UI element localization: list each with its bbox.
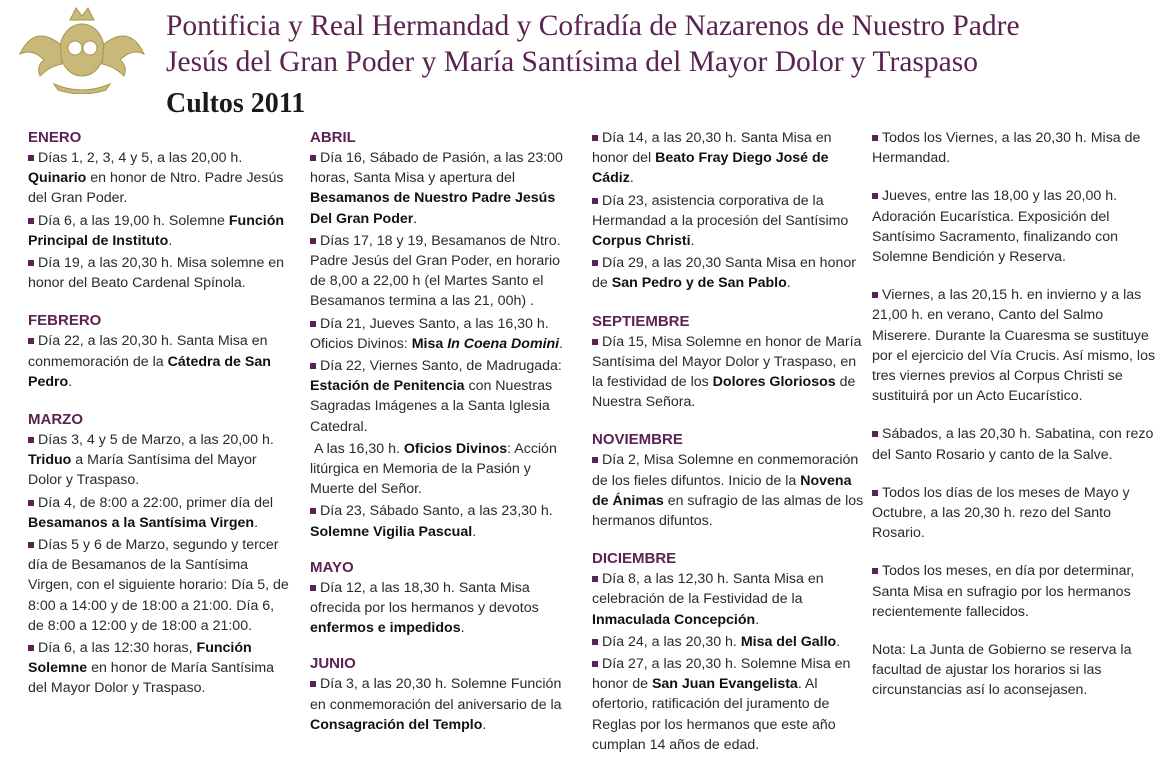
bullet-icon: [872, 292, 878, 298]
bullet-icon: [872, 490, 878, 496]
list-item: Día 15, Misa Solemne en honor de María Santísima del Mayor Dolor y Traspaso, en la festividad de los Dolores Gloriosos de Nuestra Señora.: [592, 333, 862, 411]
month-heading-noviembre: NOVIEMBRE: [592, 431, 683, 449]
month-heading-marzo: MARZO: [28, 411, 83, 429]
list-item: Día 2, Misa Solemne en conmemoración de los fieles difuntos. Inicio de la Novena de Ánimas en sufragio de las almas de los hermanos difuntos.: [592, 452, 864, 530]
list-item: Día 27, a las 20,30 h. Solemne Misa en honor de San Juan Evangelista. Al ofertorio, ratificación del juramento de Reglas por los hermanos que este año cumplan 14 años de edad.: [592, 656, 851, 753]
bullet-icon: [28, 542, 34, 548]
page-title: [166, 8, 1156, 80]
page-subtitle: Cultos 2011: [166, 88, 306, 119]
bullet-icon: [592, 661, 598, 667]
bullet-icon: [872, 568, 878, 574]
bullet-icon: [310, 508, 316, 514]
column-2: [310, 128, 578, 737]
column-3: [592, 128, 867, 757]
list-item: Día 16, Sábado de Pasión, a las 23:00 horas, Santa Misa y apertura del Besamanos de Nuestro Padre Jesús Del Gran Poder.: [310, 150, 563, 227]
bullet-icon: [310, 321, 316, 327]
list-item: Día 8, a las 12,30 h. Santa Misa en celebración de la Festividad de la Inmaculada Concepción.: [592, 571, 824, 628]
list-item: Viernes, a las 20,15 h. en invierno y a las 21,00 h. en verano, Canto del Salmo Miserere. Durante la Cuaresma se sustituye por el ejercicio del Vía Crucis. Así mismo, los tres viernes previos al Corpus Christi se sustituirá por un Acto Eucarístico.: [872, 287, 1156, 405]
bullet-icon: [310, 681, 316, 687]
list-item: Día 12, a las 18,30 h. Santa Misa ofrecida por los hermanos y devotos enfermos e impedidos.: [310, 579, 539, 637]
list-item: Días 5 y 6 de Marzo, segundo y tercer día de Besamanos de la Santísima Virgen, con el siguiente horario: Día 5, de 8:00 a 14:00 y de 18:00 a 21:00. Día 6, de 8:00 a 12:00 y de 18:00 a 21:00.: [28, 537, 289, 634]
month-heading-junio: JUNIO: [310, 655, 356, 673]
bullet-icon: [28, 500, 34, 506]
list-item: Días 1, 2, 3, 4 y 5, a las 20,00 h. Quinario en honor de Ntro. Padre Jesús del Gran Poder.: [28, 150, 284, 207]
bullet-icon: [28, 260, 34, 266]
bullet-icon: [28, 645, 34, 651]
column-1: [28, 128, 290, 701]
bullet-icon: [28, 155, 34, 161]
list-item: Sábados, a las 20,30 h. Sabatina, con rezo del Santo Rosario y canto de la Salve.: [872, 426, 1154, 463]
list-item: Día 22, a las 20,30 h. Santa Misa en conmemoración de la Cátedra de San Pedro.: [28, 333, 271, 390]
list-item: Día 21, Jueves Santo, a las 16,30 h. Oficios Divinos: Misa In Coena Domini.: [310, 315, 564, 352]
title-line-1: Pontificia y Real Hermandad y Cofradía de Nazarenos de Nuestro Padre: [166, 10, 1020, 42]
list-item: Días 3, 4 y 5 de Marzo, a las 20,00 h. Triduo a María Santísima del Mayor Dolor y Traspaso.: [28, 432, 274, 489]
list-item: Día 6, a las 19,00 h. Solemne Función Principal de Instituto.: [28, 212, 285, 249]
list-item: Todos los meses, en día por determinar, Santa Misa en sufragio por los hermanos recientemente fallecidos.: [872, 563, 1135, 620]
bullet-icon: [592, 576, 598, 582]
list-item: A las 16,30 h. Oficios Divinos: Acción litúrgica en Memoria de la Pasión y Muerte del Señor.: [310, 440, 557, 498]
list-item: Días 17, 18 y 19, Besamanos de Ntro. Padre Jesús del Gran Poder, en horario de 8,00 a 22,00 h (el Martes Santo el Besamanos termina a las 21, 00h) .: [310, 232, 561, 310]
bullet-icon: [592, 457, 598, 463]
month-heading-enero: ENERO: [28, 129, 82, 146]
bullet-icon: [310, 155, 316, 161]
list-item: Día 22, Viernes Santo, de Madrugada: Estación de Penitencia con Nuestras Sagradas Imágenes a la Santa Iglesia Catedral.: [310, 358, 562, 435]
list-item: Todos los Viernes, a las 20,30 h. Misa de Hermandad.: [872, 130, 1141, 167]
list-item: Día 29, a las 20,30 Santa Misa en honor de San Pedro y de San Pablo.: [592, 255, 856, 292]
title-line-2: Jesús del Gran Poder y María Santísima del Mayor Dolor y Traspaso: [166, 46, 978, 78]
bullet-icon: [872, 193, 878, 199]
bullet-icon: [310, 363, 316, 369]
brotherhood-crest-icon: [14, 4, 150, 94]
month-heading-abril: ABRIL: [310, 129, 356, 146]
bullet-icon: [592, 339, 598, 345]
month-heading-mayo: MAYO: [310, 558, 354, 576]
list-item: Día 23, asistencia corporativa de la Hermandad a la procesión del Santísimo Corpus Christi.: [592, 192, 849, 250]
footnote: Nota: La Junta de Gobierno se reserva la facultad de ajustar los horarios si las circunstancias así lo aconsejasen.: [872, 642, 1132, 699]
month-heading-febrero: FEBRERO: [28, 312, 102, 330]
month-heading-diciembre: DICIEMBRE: [592, 550, 677, 568]
list-item: Día 3, a las 20,30 h. Solemne Función en conmemoración del aniversario de la Consagración del Templo.: [310, 676, 562, 733]
bullet-icon: [310, 238, 316, 244]
bullet-icon: [872, 431, 878, 437]
bullet-icon: [28, 338, 34, 344]
bullet-icon: [592, 198, 598, 204]
bullet-icon: [592, 135, 598, 141]
list-item: Día 24, a las 20,30 h. Misa del Gallo.: [592, 632, 867, 652]
bullet-icon: [28, 218, 34, 224]
month-heading-septiembre: SEPTIEMBRE: [592, 312, 690, 330]
bullet-icon: [872, 135, 878, 141]
list-item: Día 6, a las 12:30 horas, Función Solemne en honor de María Santísima del Mayor Dolor y Traspaso.: [28, 640, 275, 697]
column-4: [872, 128, 1156, 703]
list-item: Día 19, a las 20,30 h. Misa solemne en honor del Beato Cardenal Spínola.: [28, 255, 285, 292]
list-item: Todos los días de los meses de Mayo y Octubre, a las 20,30 h. rezo del Santo Rosario.: [872, 484, 1130, 542]
bullet-icon: [28, 437, 34, 443]
list-item: Día 23, Sábado Santo, a las 23,30 h. Solemne Vigilia Pascual.: [310, 503, 553, 540]
list-item: Día 14, a las 20,30 h. Santa Misa en honor del Beato Fray Diego José de Cádiz.: [592, 130, 832, 187]
list-item: Día 4, de 8:00 a 22:00, primer día del Besamanos a la Santísima Virgen.: [28, 494, 274, 531]
list-item: Jueves, entre las 18,00 y las 20,00 h. Adoración Eucarística. Exposición del Santísimo Sacramento, finalizando con Solemne Bendición y Reserva.: [872, 188, 1119, 266]
bullet-icon: [592, 260, 598, 266]
bullet-icon: [310, 585, 316, 591]
bullet-icon: [592, 639, 598, 645]
